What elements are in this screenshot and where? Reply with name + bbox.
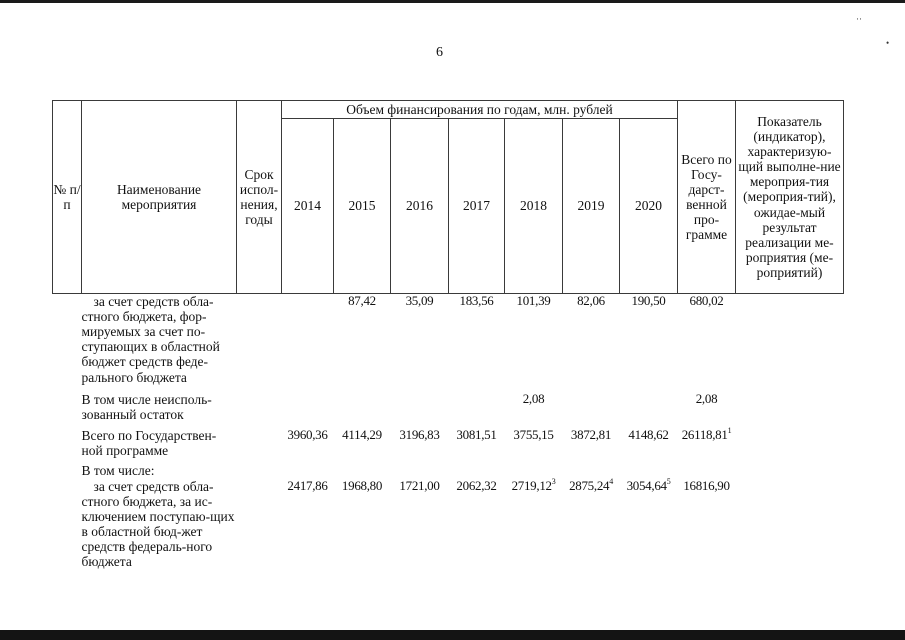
scan-speck: • [886, 38, 890, 48]
year-value-cell [282, 294, 334, 392]
year-value: 2,08 [522, 390, 545, 406]
year-value: 3081,51 [456, 426, 497, 442]
header-year: 2014 [282, 119, 334, 294]
year-value: 2062,32 [456, 477, 497, 493]
year-value-cell [282, 479, 334, 579]
year-value: 4148,62 [628, 426, 669, 442]
year-value: 101,39 [516, 293, 551, 308]
row-name-cell [82, 479, 237, 579]
year-value-cell [449, 463, 505, 479]
row-name: В том числе неисполь-зованный остаток [81, 391, 212, 422]
row-num-cell [53, 463, 82, 479]
total-value: 26118,81 [681, 426, 728, 442]
year-value-cell [620, 476, 678, 579]
year-value-cell [620, 294, 678, 392]
year-value: 2417,86 [287, 477, 328, 493]
row-name: Всего по Государствен-ной программе [81, 427, 217, 458]
indicator-cell [736, 479, 844, 579]
row-name-cell [82, 463, 237, 479]
row-name: В том числе: [81, 462, 155, 478]
funding-table [52, 100, 844, 579]
header-year: 2020 [620, 119, 678, 294]
year-value: 2875,24 [569, 477, 610, 493]
year-value-cell [391, 392, 449, 428]
row-term-cell [237, 428, 282, 463]
year-value-cell [563, 392, 620, 428]
page-top-edge [0, 0, 905, 3]
header-year: 2018 [505, 119, 563, 294]
year-value-cell [391, 463, 449, 479]
total-value-cell [678, 294, 736, 392]
year-value: 3755,15 [513, 426, 554, 442]
year-value: 190,50 [631, 293, 666, 308]
year-value-cell [391, 479, 449, 579]
header-num: № п/п [53, 101, 82, 294]
year-value-cell [505, 294, 563, 392]
row-num-cell [53, 294, 82, 392]
indicator-cell [736, 392, 844, 428]
year-value: 2719,12 [511, 477, 552, 493]
year-value-cell [334, 392, 391, 428]
header-name: Наименование мероприятия [82, 101, 237, 294]
indicator-cell [736, 428, 844, 463]
year-value: 87,42 [348, 293, 376, 308]
year-value-cell [449, 392, 505, 428]
row-num-cell [53, 392, 82, 428]
year-value: 3872,81 [570, 426, 612, 442]
year-value: 1968,80 [341, 477, 383, 493]
year-value-cell [282, 392, 334, 428]
year-value-cell [334, 428, 391, 463]
row-term-cell [237, 392, 282, 428]
scan-speck: ·· [856, 14, 862, 24]
table-row [53, 392, 844, 428]
header-indicator: Показатель (индикатор), характеризую-щий выполне-ние мероприя-тия (мероприя-тий), ожидае-мый результат реализации ме-роприятия (ме-роприятий) [736, 101, 844, 294]
year-value-cell [563, 294, 620, 392]
total-value-cell [678, 479, 736, 579]
header-total: Всего по Госу-дарст-венной про-грамме [678, 101, 736, 294]
table-row [53, 479, 844, 579]
footnote-mark: 5 [666, 476, 671, 486]
total-value-cell [678, 392, 736, 428]
header-year: 2019 [563, 119, 620, 294]
year-value-cell [505, 428, 563, 463]
year-value: 3960,36 [287, 426, 328, 442]
year-value-cell [282, 428, 334, 463]
row-term-cell [237, 463, 282, 479]
year-value-cell [334, 479, 391, 579]
year-value-cell [620, 392, 678, 428]
year-value-cell [391, 428, 449, 463]
total-value: 16816,90 [683, 477, 730, 493]
year-value: 4114,29 [342, 426, 382, 442]
row-num-cell [53, 479, 82, 579]
page-bottom-edge [0, 630, 905, 640]
row-name-cell [82, 428, 237, 463]
footnote-mark: 1 [727, 425, 732, 435]
row-term-cell [237, 294, 282, 392]
year-value: 82,06 [577, 293, 605, 308]
year-value-cell [505, 476, 563, 579]
row-num-cell [53, 428, 82, 463]
indicator-cell [736, 294, 844, 392]
year-value: 35,09 [405, 293, 434, 308]
year-value: 1721,00 [399, 477, 440, 493]
row-name: за счет средств обла-стного бюджета, фор-мируемых за счет по-ступающих в областной бюджет средств феде-рального бюджета [81, 294, 220, 385]
year-value-cell [449, 294, 505, 392]
year-value: 3054,64 [626, 477, 667, 493]
year-value-cell [282, 463, 334, 479]
table-row [53, 463, 844, 479]
header-funding-group: Объем финансирования по годам, млн. рублей [282, 101, 678, 119]
row-term-cell [237, 479, 282, 579]
footnote-mark: 4 [609, 476, 613, 486]
table-row [53, 428, 844, 463]
total-value: 2,08 [695, 390, 718, 406]
year-value: 183,56 [459, 293, 494, 308]
year-value-cell [449, 479, 505, 579]
year-value-cell [563, 428, 620, 463]
indicator-cell [736, 463, 844, 479]
year-value-cell [391, 294, 449, 392]
year-value-cell [505, 392, 563, 428]
header-term: Срок испол-нения, годы [237, 101, 282, 294]
total-value: 680,02 [689, 293, 724, 308]
year-value-cell [334, 463, 391, 479]
row-name-cell [82, 294, 237, 392]
header-year: 2017 [449, 119, 505, 294]
year-value-cell [334, 294, 391, 392]
page-number: 6 [436, 45, 443, 60]
header-year: 2015 [334, 119, 391, 294]
year-value-cell [449, 428, 505, 463]
footnote-mark: 3 [551, 476, 556, 486]
header-year: 2016 [391, 119, 449, 294]
total-value-cell [678, 425, 736, 463]
year-value-cell [563, 476, 620, 579]
total-value-cell [678, 463, 736, 479]
table-row [53, 294, 844, 392]
year-value-cell [620, 428, 678, 463]
year-value: 3196,83 [399, 426, 440, 442]
row-name-cell [82, 392, 237, 428]
row-name: за счет средств обла-стного бюджета, за ис-ключением поступаю-щих в областной бюд-жет средств федераль-ного бюджета [81, 478, 235, 570]
